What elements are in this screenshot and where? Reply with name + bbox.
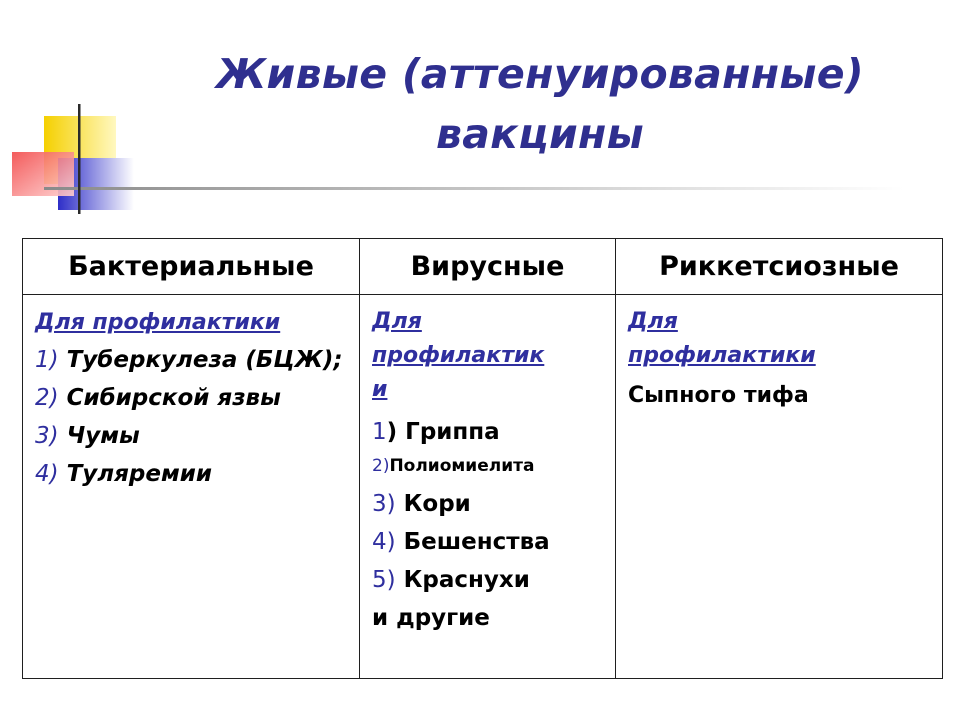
horizontal-rule bbox=[44, 187, 904, 190]
header-bacterial: Бактериальные bbox=[23, 239, 360, 295]
title-line-2: вакцины bbox=[435, 110, 645, 158]
header-row bbox=[23, 239, 943, 295]
list-item: 3) Чумы bbox=[35, 423, 140, 449]
cell-rickettsial bbox=[616, 295, 943, 679]
prophylaxis-link-viral[interactable]: Для профилактик и bbox=[372, 309, 545, 402]
prophylaxis-link-rickettsial[interactable]: Для профилактики bbox=[628, 309, 816, 368]
list-item-tail: и другие bbox=[372, 605, 490, 631]
cell-viral bbox=[360, 295, 616, 679]
list-item: 4) Туляремии bbox=[35, 461, 213, 487]
list-item: 5) Краснухи bbox=[372, 567, 530, 593]
vaccine-table bbox=[22, 238, 943, 679]
vertical-rule bbox=[78, 104, 81, 214]
content-row bbox=[23, 295, 943, 679]
list-item: 3) Кори bbox=[372, 491, 471, 517]
header-rickettsial: Риккетсиозные bbox=[616, 239, 943, 295]
list-item: 2)Полиомиелита bbox=[372, 456, 535, 476]
prophylaxis-link-bacterial[interactable]: Для профилактики bbox=[35, 310, 281, 335]
list-item: Сыпного тифа bbox=[628, 383, 809, 408]
list-item: 4) Бешенства bbox=[372, 529, 550, 555]
list-item: 2) Сибирской язвы bbox=[35, 385, 281, 411]
list-item: 1) Туберкулеза (БЦЖ); bbox=[35, 347, 343, 373]
title-line-1: Живые (аттенуированные) bbox=[216, 50, 864, 98]
page-title bbox=[180, 44, 900, 164]
list-item: 1) Гриппа bbox=[372, 419, 500, 445]
cell-bacterial bbox=[23, 295, 360, 679]
header-viral: Вирусные bbox=[360, 239, 616, 295]
